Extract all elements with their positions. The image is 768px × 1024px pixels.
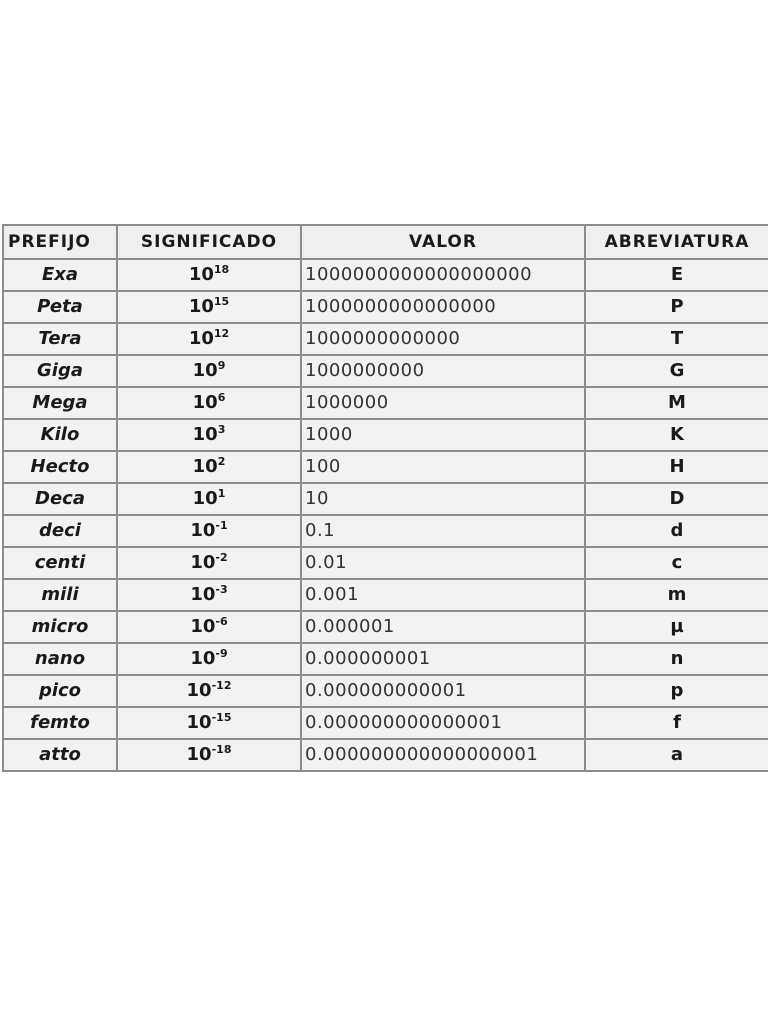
power-exponent: 6 — [217, 391, 226, 404]
power-base: 10 — [190, 520, 216, 541]
decimal-value: 1000000000000000 — [301, 291, 585, 323]
table-row — [3, 323, 768, 355]
power-of-ten — [117, 675, 301, 707]
abbreviation-symbol: K — [585, 419, 768, 451]
power-of-ten — [117, 579, 301, 611]
power-exponent: 1 — [217, 487, 226, 500]
power-of-ten — [117, 259, 301, 291]
abbreviation-symbol: n — [585, 643, 768, 675]
abbreviation-symbol: d — [585, 515, 768, 547]
power-exponent: 2 — [217, 455, 226, 468]
power-of-ten — [117, 291, 301, 323]
power-exponent: -3 — [215, 583, 228, 596]
power-base: 10 — [186, 744, 212, 765]
power-base: 10 — [186, 680, 212, 701]
table-row — [3, 611, 768, 643]
power-exponent: 9 — [217, 359, 226, 372]
abbreviation-symbol: m — [585, 579, 768, 611]
power-exponent: 3 — [217, 423, 226, 436]
power-base: 10 — [192, 424, 218, 445]
power-exponent: -1 — [215, 519, 228, 532]
prefix-name: Peta — [3, 291, 117, 323]
abbreviation-symbol: P — [585, 291, 768, 323]
header-value: VALOR — [301, 225, 585, 259]
decimal-value: 1000000 — [301, 387, 585, 419]
decimal-value: 0.1 — [301, 515, 585, 547]
prefix-name: femto — [3, 707, 117, 739]
decimal-value: 1000000000 — [301, 355, 585, 387]
prefix-name: centi — [3, 547, 117, 579]
abbreviation-symbol: p — [585, 675, 768, 707]
power-base: 10 — [190, 552, 216, 573]
header-prefix: PREFIJO — [3, 225, 117, 259]
decimal-value: 100 — [301, 451, 585, 483]
power-base: 10 — [188, 296, 214, 317]
abbreviation-symbol: D — [585, 483, 768, 515]
abbreviation-symbol: T — [585, 323, 768, 355]
power-base: 10 — [192, 488, 218, 509]
abbreviation-symbol: E — [585, 259, 768, 291]
decimal-value: 0.000000000001 — [301, 675, 585, 707]
power-base: 10 — [192, 456, 218, 477]
power-exponent: -2 — [215, 551, 228, 564]
power-exponent: -9 — [215, 647, 228, 660]
table-header-row — [3, 225, 768, 259]
power-exponent: -12 — [211, 679, 232, 692]
table-row — [3, 547, 768, 579]
si-prefix-table — [2, 224, 768, 772]
abbreviation-symbol: f — [585, 707, 768, 739]
prefix-name: Hecto — [3, 451, 117, 483]
decimal-value: 0.000000000000000001 — [301, 739, 585, 771]
decimal-value: 0.01 — [301, 547, 585, 579]
power-of-ten — [117, 739, 301, 771]
table-row — [3, 355, 768, 387]
decimal-value: 0.000000000000001 — [301, 707, 585, 739]
power-of-ten — [117, 451, 301, 483]
power-base: 10 — [190, 584, 216, 605]
abbreviation-symbol: µ — [585, 611, 768, 643]
prefix-name: Kilo — [3, 419, 117, 451]
table-row — [3, 515, 768, 547]
abbreviation-symbol: H — [585, 451, 768, 483]
power-of-ten — [117, 419, 301, 451]
abbreviation-symbol: a — [585, 739, 768, 771]
power-of-ten — [117, 483, 301, 515]
table-row — [3, 707, 768, 739]
table-row — [3, 643, 768, 675]
table-body — [3, 259, 768, 771]
prefix-name: atto — [3, 739, 117, 771]
power-exponent: -15 — [211, 711, 232, 724]
power-of-ten — [117, 515, 301, 547]
power-exponent: 12 — [213, 327, 230, 340]
power-of-ten — [117, 387, 301, 419]
prefix-name: deci — [3, 515, 117, 547]
prefix-name: Mega — [3, 387, 117, 419]
decimal-value: 1000000000000 — [301, 323, 585, 355]
decimal-value: 0.000000001 — [301, 643, 585, 675]
prefix-name: nano — [3, 643, 117, 675]
table-row — [3, 579, 768, 611]
power-of-ten — [117, 707, 301, 739]
header-abbreviation: ABREVIATURA — [585, 225, 768, 259]
prefix-name: Giga — [3, 355, 117, 387]
power-base: 10 — [188, 328, 214, 349]
prefix-name: Deca — [3, 483, 117, 515]
abbreviation-symbol: G — [585, 355, 768, 387]
abbreviation-symbol: M — [585, 387, 768, 419]
prefix-name: micro — [3, 611, 117, 643]
power-base: 10 — [192, 360, 218, 381]
table-row — [3, 483, 768, 515]
power-exponent: 18 — [213, 263, 230, 276]
table-row — [3, 291, 768, 323]
power-base: 10 — [188, 264, 214, 285]
prefix-name: Exa — [3, 259, 117, 291]
decimal-value: 0.000001 — [301, 611, 585, 643]
abbreviation-symbol: c — [585, 547, 768, 579]
decimal-value: 0.001 — [301, 579, 585, 611]
prefix-name: Tera — [3, 323, 117, 355]
power-of-ten — [117, 355, 301, 387]
power-exponent: 15 — [213, 295, 230, 308]
power-base: 10 — [190, 648, 216, 669]
header-meaning: SIGNIFICADO — [117, 225, 301, 259]
power-exponent: -18 — [211, 743, 232, 756]
prefix-name: pico — [3, 675, 117, 707]
table-row — [3, 419, 768, 451]
power-of-ten — [117, 643, 301, 675]
power-base: 10 — [186, 712, 212, 733]
table-row — [3, 451, 768, 483]
power-of-ten — [117, 547, 301, 579]
power-of-ten — [117, 611, 301, 643]
decimal-value: 1000 — [301, 419, 585, 451]
power-base: 10 — [190, 616, 216, 637]
power-exponent: -6 — [215, 615, 228, 628]
decimal-value: 1000000000000000000 — [301, 259, 585, 291]
table-row — [3, 387, 768, 419]
power-of-ten — [117, 323, 301, 355]
decimal-value: 10 — [301, 483, 585, 515]
table-row — [3, 675, 768, 707]
table-row — [3, 739, 768, 771]
prefix-name: mili — [3, 579, 117, 611]
table-row — [3, 259, 768, 291]
power-base: 10 — [192, 392, 218, 413]
